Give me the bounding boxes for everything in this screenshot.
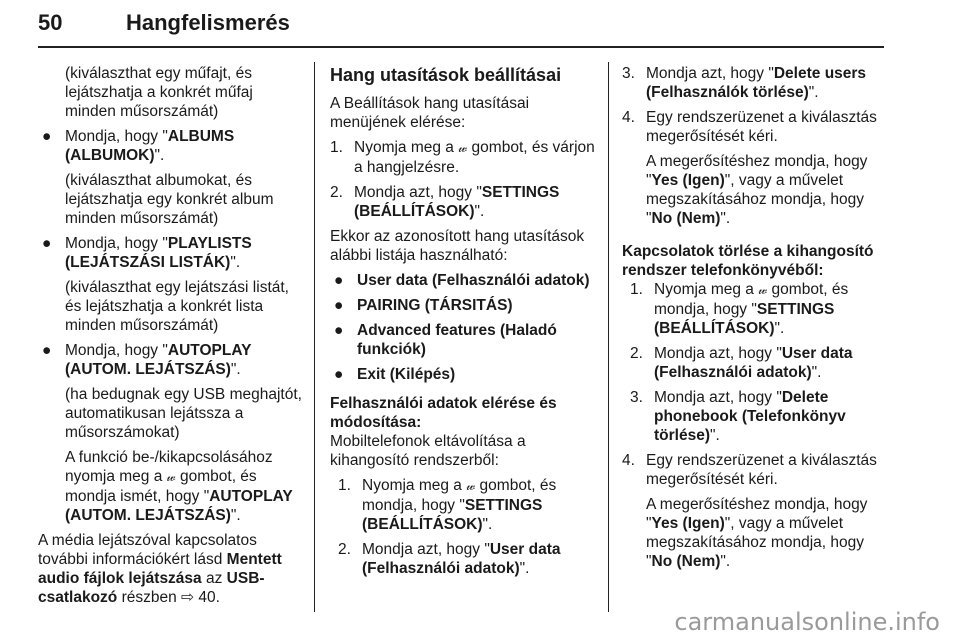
list-item: ● Advanced features (Haladó funkciók): [334, 322, 557, 358]
voice-command: Delete phonebook (Telefonkönyv törlése): [654, 389, 846, 444]
bullet-icon: ●: [42, 235, 52, 252]
paragraph: (kiválaszthat egy műfajt, és lejátszhatja a konkrét műfaj minden műsorszámát): [65, 65, 253, 120]
paragraph: A megerősítéshez mondja, hogy "Yes (Igen)", vagy a művelet megszakításához mondja, hogy "No (Nem)".: [646, 153, 868, 227]
voice-command: Delete users (Felhasználók törlése): [646, 65, 867, 101]
column-divider: [608, 62, 609, 612]
paragraph: (kiválaszthat albumokat, és lejátszhatja egy konkrét album minden műsorszámát): [65, 172, 274, 227]
list-item: ● Mondja, hogy "AUTOPLAY (AUTOM. LEJÁTSZÁS)".: [42, 342, 252, 378]
voice-command: Yes (Igen): [651, 515, 725, 532]
page-number: 50: [38, 10, 63, 35]
cross-reference-link[interactable]: Mentett audio fájlok lejátszása: [38, 551, 282, 587]
bullet-icon: ●: [334, 322, 344, 339]
list-item: 4. Egy rendszerüzenet a kiválasztás megerősítését kéri.: [622, 109, 877, 145]
list-item: 4. Egy rendszerüzenet a kiválasztás megerősítését kéri.: [622, 452, 877, 488]
voice-button-icon: 𝓌: [166, 470, 176, 485]
paragraph: A Beállítások hang utasításai menüjének elérése:: [330, 95, 530, 131]
voice-button-icon: 𝓌: [458, 141, 468, 156]
bullet-icon: ●: [42, 342, 52, 359]
list-item: 1. Nyomja meg a 𝓌 gombot, és mondja, hogy "SETTINGS (BEÁLLÍTÁSOK)".: [630, 281, 849, 337]
column-divider: [314, 62, 315, 612]
list-item: 2. Mondja azt, hogy "SETTINGS (BEÁLLÍTÁSOK)".: [330, 184, 560, 220]
list-item: ● Mondja, hogy "ALBUMS (ALBUMOK)".: [42, 128, 235, 164]
voice-command: Yes (Igen): [651, 172, 725, 189]
subheading: Felhasználói adatok elérése és módosítása:: [330, 395, 557, 431]
column-right: [622, 64, 890, 577]
list-item: ● User data (Felhasználói adatok): [334, 272, 590, 289]
paragraph: A funkció be-/kikapcsolásához nyomja meg a 𝓌 gombot, és mondja ismét, hogy "AUTOPLAY (AUTOM. LEJÁTSZÁS)".: [65, 449, 293, 524]
bullet-icon: ●: [334, 272, 344, 289]
voice-command: SETTINGS (BEÁLLÍTÁSOK): [362, 497, 543, 533]
paragraph: A megerősítéshez mondja, hogy "Yes (Igen)", vagy a művelet megszakításához mondja, hogy "No (Nem)".: [646, 496, 868, 570]
list-item: ● Exit (Kilépés): [334, 366, 456, 383]
voice-command: No (Nem): [651, 553, 721, 570]
page-title: Hangfelismerés: [126, 10, 290, 35]
list-item: 2. Mondja azt, hogy "User data (Felhasználói adatok)".: [630, 345, 853, 381]
header-rule: [38, 46, 884, 48]
voice-command: SETTINGS (BEÁLLÍTÁSOK): [354, 184, 560, 220]
bullet-icon: ●: [42, 128, 52, 145]
list-item: 1. Nyomja meg a 𝓌 gombot, és várjon a hangjelzésre.: [330, 139, 595, 176]
list-item: ● Mondja, hogy "PLAYLISTS (LEJÁTSZÁSI LISTÁK)".: [42, 235, 252, 271]
cross-reference-link[interactable]: USB-csatlakozó: [38, 570, 265, 606]
paragraph: A média lejátszóval kapcsolatos további információkért lásd Mentett audio fájlok lejátszása az USB-csatlakozó részben ⇨ 40.: [38, 532, 282, 606]
voice-command: PLAYLISTS (LEJÁTSZÁSI LISTÁK): [65, 235, 252, 271]
voice-command: AUTOPLAY (AUTOM. LEJÁTSZÁS): [65, 488, 293, 524]
paragraph: Ekkor az azonosított hang utasítások alábbi listája használható:: [330, 228, 585, 264]
section-title: Hang utasítások beállításai: [330, 65, 562, 85]
paragraph: (ha bedugnak egy USB meghajtót, automatikusan lejátssza a műsorszámokat): [65, 386, 302, 441]
watermark: carmanualsonline.info: [674, 608, 940, 636]
voice-command: SETTINGS (BEÁLLÍTÁSOK): [654, 301, 835, 337]
bullet-icon: ●: [334, 297, 344, 314]
list-item: 1. Nyomja meg a 𝓌 gombot, és mondja, hogy "SETTINGS (BEÁLLÍTÁSOK)".: [338, 477, 557, 533]
voice-command: ALBUMS (ALBUMOK): [65, 128, 235, 164]
voice-command: No (Nem): [651, 210, 721, 227]
list-item: ● PAIRING (TÁRSITÁS): [334, 297, 513, 314]
paragraph: Mobiltelefonok eltávolítása a kihangosító rendszerből:: [330, 433, 526, 469]
subheading: Kapcsolatok törlése a kihangosító rendszer telefonkönyvéből:: [622, 243, 874, 279]
list-item: 3. Mondja azt, hogy "Delete users (Felhasználók törlése)".: [622, 65, 867, 101]
page-header: [38, 8, 884, 42]
voice-command: AUTOPLAY (AUTOM. LEJÁTSZÁS): [65, 342, 252, 378]
page-reference[interactable]: 40.: [194, 589, 220, 606]
voice-button-icon: 𝓌: [758, 283, 768, 298]
voice-command: User data (Felhasználói adatok): [362, 541, 561, 577]
list-item: 2. Mondja azt, hogy "User data (Felhasználói adatok)".: [338, 541, 561, 577]
column-middle: [330, 64, 602, 584]
voice-command: User data (Felhasználói adatok): [654, 345, 853, 381]
page-reference-arrow-icon: ⇨: [181, 588, 195, 606]
list-item: 3. Mondja azt, hogy "Delete phonebook (Telefonkönyv törlése)".: [630, 389, 846, 444]
bullet-icon: ●: [334, 366, 344, 383]
column-left: [38, 64, 306, 613]
paragraph: (kiválaszthat egy lejátszási listát, és lejátszhatja a konkrét lista minden műsorszámát): [65, 279, 289, 334]
voice-button-icon: 𝓌: [466, 479, 476, 494]
